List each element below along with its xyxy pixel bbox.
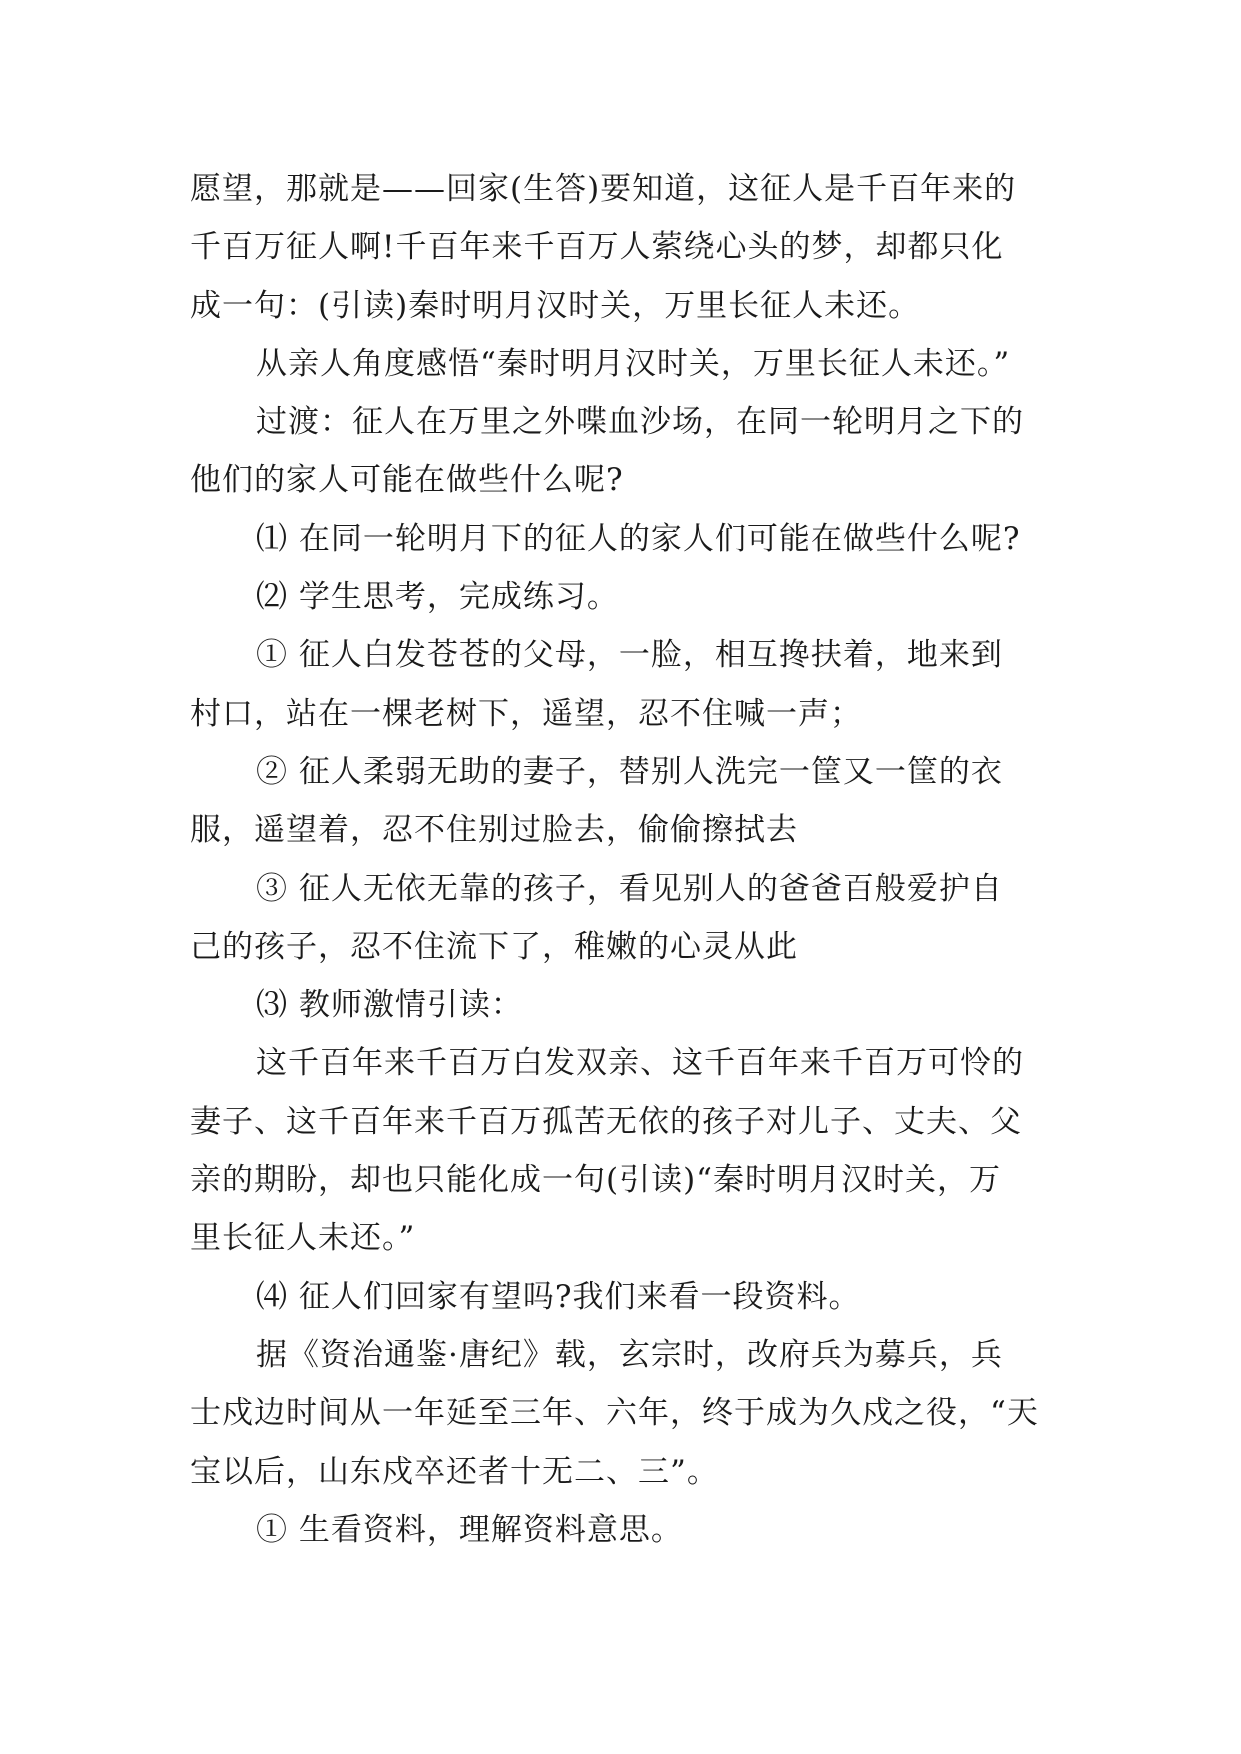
text-line: 愿望，那就是——回家(生答)要知道，这征人是千百年来的: [190, 171, 1017, 207]
text-line: 成一句：(引读)秦时明月汉时关，万里长征人未还。: [190, 287, 921, 324]
text-line: ⑷ 征人们回家有望吗?我们来看一段资料。: [256, 1278, 861, 1315]
text-line: ⑵ 学生思考，完成练习。: [256, 579, 619, 616]
text-line: 士戍边时间从一年延至三年、六年，终于成为久戍之役，“天: [190, 1395, 1039, 1432]
text-line: 妻子、这千百年来千百万孤苦无依的孩子对儿子、丈夫、父: [190, 1103, 1022, 1140]
text-line: 千百万征人啊!千百年来千百万人萦绕心头的梦，却都只化: [190, 229, 1004, 266]
text-line: 他们的家人可能在做些什么呢?: [190, 462, 624, 499]
text-line: 宝以后，山东戍卒还者十无二、三”。: [190, 1453, 719, 1490]
text-line: 据《资治通鉴·唐纪》载，玄宗时，改府兵为募兵，兵: [256, 1336, 1003, 1373]
text-line: ① 生看资料，理解资料意思。: [256, 1511, 683, 1548]
text-line: 亲的期盼，却也只能化成一句(引读)“秦时明月汉时关，万: [190, 1162, 1002, 1199]
text-line: 这千百年来千百万白发双亲、这千百年来千百万可怜的: [256, 1045, 1024, 1082]
text-line: 服，遥望着，忍不住别过脸去，偷偷擦拭去: [190, 812, 798, 849]
text-line: ⑶ 教师激情引读：: [256, 987, 523, 1024]
document-body: [190, 160, 1050, 1559]
text-line: ③ 征人无依无靠的孩子，看见别人的爸爸百般爱护自: [256, 870, 1003, 907]
text-line: 村口，站在一棵老树下，遥望，忍不住喊一声；: [190, 695, 862, 732]
text-line: ① 征人白发苍苍的父母，一脸，相互搀扶着，地来到: [256, 637, 1003, 674]
text-line: 己的孩子，忍不住流下了，稚嫩的心灵从此: [190, 928, 798, 965]
text-line: 从亲人角度感悟“秦时明月汉时关，万里长征人未还。”: [256, 345, 1011, 382]
text-line: 里长征人未还。”: [190, 1220, 416, 1257]
text-line: 过渡：征人在万里之外喋血沙场，在同一轮明月之下的: [256, 404, 1024, 441]
text-line: ② 征人柔弱无助的妻子，替别人洗完一筐又一筐的衣: [256, 753, 1003, 790]
text-line: ⑴ 在同一轮明月下的征人的家人们可能在做些什么呢?: [256, 520, 1021, 557]
